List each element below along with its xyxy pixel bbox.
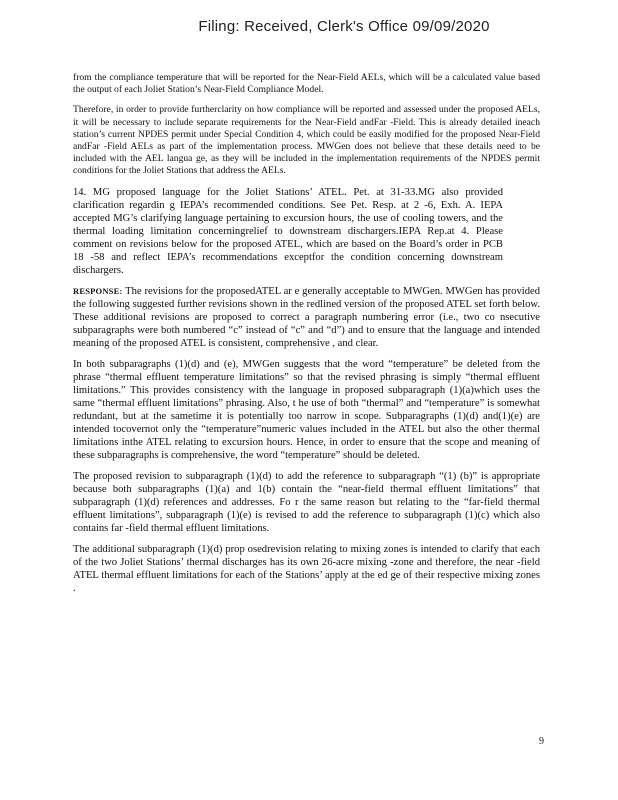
paragraph-proposed-revision: The proposed revision to subparagraph (1)(d) to add the reference to subparagraph “(1) (b)” is appropriate because both subparagraphs (1)(a) and 1(b) contain the “near-field thermal effluent limitations” that subparagraph (1)(d) references and addresses. Fo r the same reason but relating to the “far-field thermal effluent limitations”, subparagraph (1)(e) is revised to add the reference to subparagraph (1)(c) which also contains far -field thermal effluent limitations.: [73, 470, 540, 534]
filing-header: Filing: Received, Clerk's Office 09/09/2020: [198, 18, 490, 35]
page-number: 9: [539, 736, 544, 747]
response-paragraph: [73, 285, 540, 350]
response-text: The revisions for the proposedATEL ar e generally acceptable to MWGen. MWGen has provided the following suggested further revisions shown in the redlined version of the proposed ATEL set forth below. These additional revisions are proposed to correct a paragraph numbering error (i.e., two co nsecutive subparagraphs were both numbered “c” instead of “c” and “d”) and to ensure that the language and intended meaning of the proposed ATEL is consistent, comprehensive , and clear.: [73, 285, 540, 349]
question-14: 14. MG proposed language for the Joliet Stations’ ATEL. Pet. at 31-33.MG also provided clarification regardin g IEPA’s recommended conditions. See Pet. Resp. at 2 -6, Exh. A. IEPA accepted MG’s clarifying language pertaining to excursion hours, the use of cooling towers, and the thermal loading limitation concerningrelief to downstream dischargers.IEPA Rep.at 4. Please comment on revisions below for the proposed ATEL, which are based on the Board’s order in PCB 18 -58 and reflect IEPA’s recommendations exceptfor the condition concerning downstream dischargers.: [73, 186, 503, 276]
paragraph-therefore: Therefore, in order to provide furtherclarity on how compliance will be reported and assessed under the proposed AELs, it will be necessary to include separate requirements for the Near-Field andFar -Field. This is already detailed ineach station’s current NPDES permit under Special Condition 4, which could be easily modified for the proposed Near-Field andFar -Field AELs as part of the implementation process. MWGen does not believe that these details need to be included with the AEL langua ge, as they will be included in the implementation requirements of the NPDES permit conditions for the Joliet Stations that address the AELs.: [73, 104, 540, 177]
response-label: RESPONSE:: [73, 285, 123, 296]
document-body: [73, 72, 540, 603]
paragraph-mixing-zones: The additional subparagraph (1)(d) prop osedrevision relating to mixing zones is intended to clarify that each of the two Joliet Stations’ thermal discharges has its own 26-acre mixing -zone and therefore, the near -field ATEL thermal effluent limitations for each of the Stations’ apply at the ed ge of their respective mixing zones .: [73, 543, 540, 594]
paragraph-compliance-temperature: from the compliance temperature that will be reported for the Near-Field AELs, which will be a calculated value based the output of each Joliet Station’s Near-Field Compliance Model.: [73, 72, 540, 96]
paragraph-subparagraphs-d-e: In both subparagraphs (1)(d) and (e), MWGen suggests that the word “temperature” be deleted from the phrase “thermal effluent temperature limitations” so that the revised phrasing is simply “thermal effluent limitations.” This provides consistency with the language in proposed subparagraph (1)(a)which uses the same “thermal effluent limitations” phrasing. Also, t he use of both “thermal” and “temperature” is somewhat redundant, but at the sametime it is potentially too narrow in scope. Subparagraphs (1)(d) and(1)(e) are intended tocovernot only the “temperature”numeric values included in the ATEL but also the other thermal limitations inthe ATEL relating to excursion hours. Hence, in order to ensure that the scope and meaning of these subparagraphs is comprehensive, the word “temperature” should be deleted.: [73, 358, 540, 461]
